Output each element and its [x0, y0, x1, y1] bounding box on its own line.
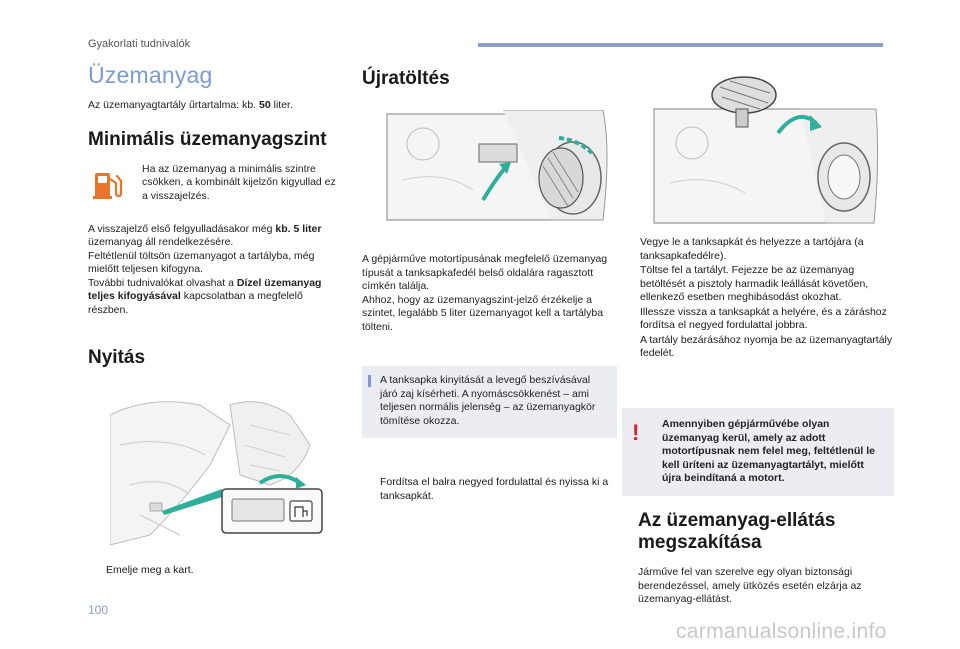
- refuel-p1: A gépjárműve motortípusának megfelelő üzemanyag típusát a tanksapkafedél belső oldalára ragasztott címkén találja.: [362, 253, 608, 292]
- opening-steps: [88, 564, 343, 579]
- min-level-warning-row: [88, 163, 343, 211]
- step-text: A tartály bezárásához nyomja be az üzemanyagtartály fedelét.: [640, 333, 893, 359]
- min-level-heading: Minimális üzemanyagszint: [88, 128, 327, 150]
- refuel-heading: Újratöltés: [362, 68, 450, 89]
- min-level-p1-post: üzemanyag áll rendelkezésére.: [88, 236, 234, 248]
- section-header: Gyakorlati tudnivalók: [88, 38, 191, 50]
- watermark: carmanualsonline.info: [676, 620, 887, 643]
- min-level-p2: Feltétlenül töltsön üzemanyagot a tartályba, még mielőtt teljesen kifogyna.: [88, 249, 315, 275]
- fuel-pump-icon: [88, 165, 128, 205]
- min-level-p1-pre: A visszajelző első felgyulladásakor még: [88, 222, 276, 235]
- min-level-warning-text: Ha az üzemanyag a minimális szintre csökken, a kombinált kijelzőn kigyullad ez a visszajelzés.: [142, 162, 336, 202]
- step-remove-cap: [622, 236, 894, 263]
- min-level-p1: [88, 223, 343, 250]
- step-close-flap: [622, 334, 894, 361]
- refuel-steps-continued: [622, 236, 894, 362]
- warning-exclamation-icon: !: [632, 420, 640, 445]
- step-text: Töltse fel a tartályt. Fejezze be az üzemanyag betöltését a pisztoly harmadik leállását követően, ellenkező esetben meghibásodást okozhat.: [640, 264, 869, 303]
- fuel-cap-removed-illustration: [650, 73, 880, 233]
- column-refuel: [362, 62, 617, 90]
- refuel-p2: Ahhoz, hogy az üzemanyagszint-jelző érzékelje a szintet, legalább 5 liter üzemanyagot kell a tartályba tölteni.: [362, 293, 604, 333]
- page-number: 100: [88, 603, 109, 617]
- fuel-cap-open-illustration: [383, 110, 613, 232]
- header-bar: [478, 43, 883, 47]
- info-marker-icon: [368, 375, 371, 387]
- opening-step-lift-lever: [88, 564, 343, 578]
- min-level-p3-post: kapcsolatban a megfelelő részben.: [88, 290, 303, 316]
- refuel-step-turn-cap: [362, 476, 617, 503]
- tank-capacity-post: liter.: [270, 99, 293, 111]
- column-fuel: [88, 62, 343, 369]
- refuel-info-text: A tanksapka kinyitását a levegő beszívásával járó zaj kísérheti. A nyomáscsökkenést – ami teljesen normális jelenség – az üzemanyagkör tömítése okozza.: [380, 374, 596, 427]
- step-text: Illessze vissza a tanksapkát a helyére, és a záráshoz fordítsa el negyed fordulattal jobbra.: [640, 305, 887, 331]
- min-level-p3-pre: További tudnivalókat olvashat a: [88, 276, 237, 289]
- step-refit-cap: [622, 306, 894, 333]
- refuel-info-box: [362, 366, 617, 438]
- refuel-step-text: Fordítsa el balra negyed fordulattal és nyissa ki a tanksapkát.: [380, 476, 609, 502]
- min-level-p3: [88, 277, 343, 318]
- step-fill-tank: [622, 264, 894, 305]
- min-level-p3-bold: Dízel üzemanyag teljes kifogyásával: [88, 276, 322, 302]
- refuel-text-block: [362, 253, 617, 334]
- opening-heading: Nyitás: [88, 347, 146, 368]
- tank-capacity-pre: Az üzemanyagtartály űrtartalma: kb.: [88, 99, 259, 111]
- step-text: Vegye le a tanksapkát és helyezze a tartójára (a tanksapkafedélre).: [640, 236, 864, 262]
- release-lever-illustration: [110, 385, 340, 557]
- tank-capacity-text: [88, 99, 343, 113]
- fuel-cutoff-text: Járműve fel van szerelve egy olyan biztonsági berendezéssel, amely ütközés esetén elzárja az üzemanyag-ellátást.: [638, 566, 862, 605]
- tank-capacity-value: 50: [259, 99, 271, 111]
- wrong-fuel-warning-box: [622, 408, 894, 496]
- page-title: Üzemanyag: [88, 62, 213, 88]
- min-level-p1-bold: kb. 5 liter: [275, 222, 322, 235]
- fuel-cutoff-section: [638, 510, 893, 607]
- fuel-cutoff-heading: Az üzemanyag-ellátás megszakítása: [638, 510, 836, 553]
- refuel-steps: [362, 476, 617, 504]
- opening-step-text: Emelje meg a kart.: [106, 564, 194, 576]
- wrong-fuel-warning-text: Amennyiben gépjárművébe olyan üzemanyag kerül, amely az adott motortípusnak nem felel meg, feltétlenül le kell üríteni az üzemanyagtartályt, mielőtt újra beindítaná a motort.: [662, 418, 875, 484]
